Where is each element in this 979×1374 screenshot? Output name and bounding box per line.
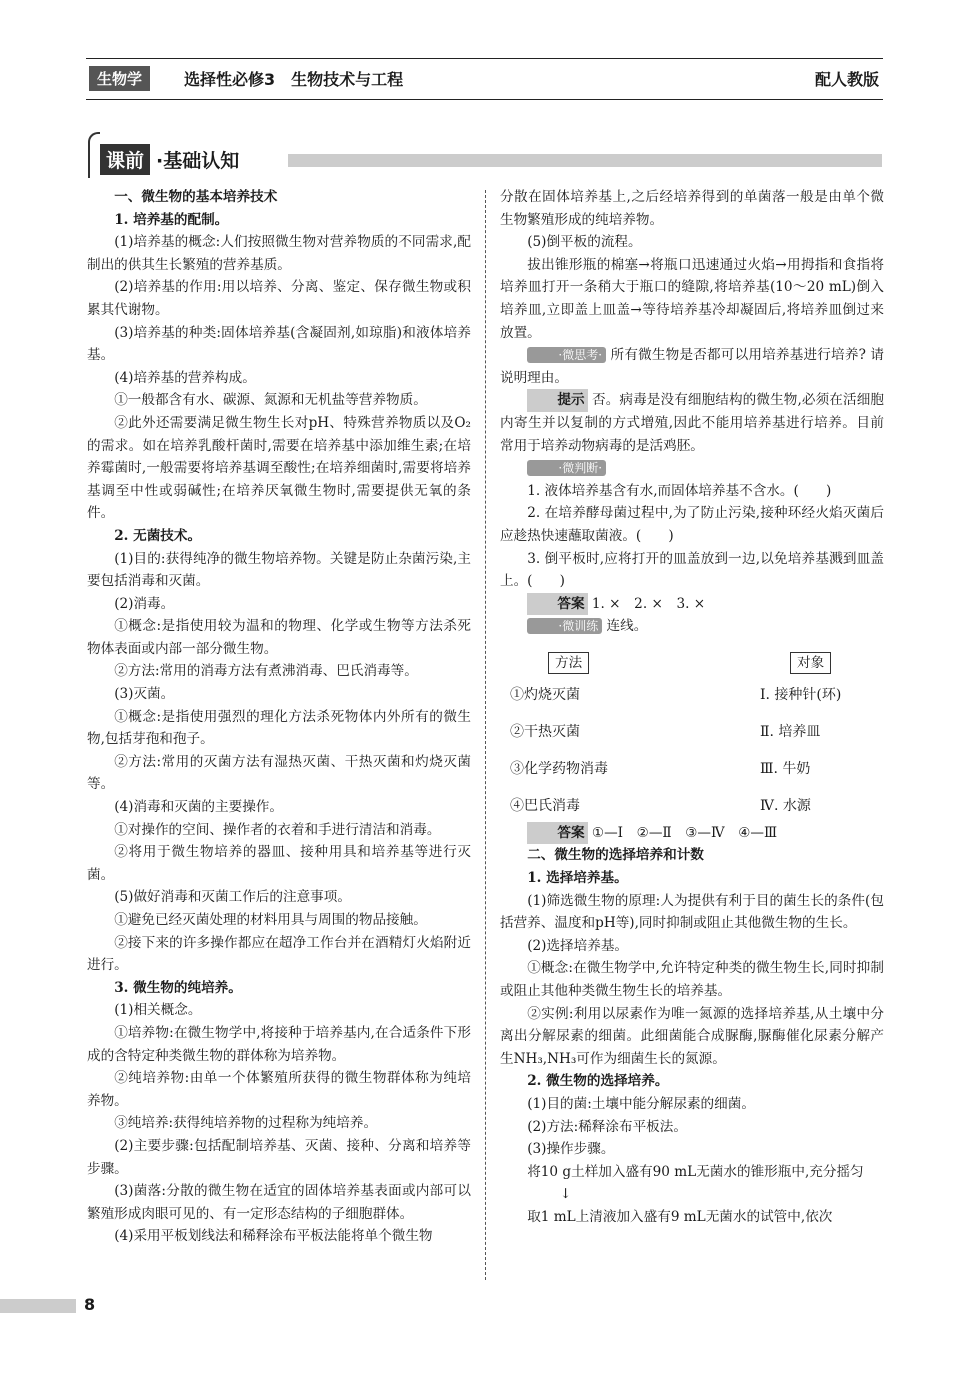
method-item: ②干热灭菌 — [510, 723, 580, 740]
method-item: ④巴氏消毒 — [510, 797, 580, 814]
section-heading — [88, 132, 883, 180]
object-item: Ⅲ. 牛奶 — [760, 760, 811, 777]
train-answer: 答案 ①—Ⅰ ②—Ⅱ ③—Ⅳ ④—Ⅲ — [500, 822, 884, 845]
page-number: 8 — [84, 1295, 96, 1314]
paragraph: (3)操作步骤。 — [527, 1141, 615, 1158]
paragraph: (1)目的菌:土壤中能分解尿素的细菌。 — [527, 1096, 755, 1112]
section-bar — [288, 154, 882, 167]
method-header: 方法 — [548, 652, 589, 674]
paragraph: ①概念:是指使用较为温和的物理、化学或生物等方法杀死物体表面或内部一部分微生物。 — [87, 618, 471, 657]
edition-label: 配人教版 — [814, 70, 879, 89]
paragraph: ③纯培养:获得纯培养物的过程称为纯培养。 — [114, 1115, 378, 1132]
judge-chip: ·微判断· — [527, 460, 606, 476]
book-title: 选择性必修3 生物技术与工程 — [184, 70, 404, 89]
object-item: Ⅳ. 水源 — [760, 797, 811, 814]
paragraph: (2)方法:稀释涂布平板法。 — [527, 1118, 687, 1135]
matching-table — [500, 638, 884, 822]
answer-label: 答案 — [527, 822, 587, 845]
object-item: Ⅰ. 接种针(环) — [760, 686, 842, 703]
footer-bar — [0, 1299, 76, 1313]
paragraph: (1)相关概念。 — [114, 1002, 202, 1019]
judge-item: 2. 在培养酵母菌过程中,为了防止污染,接种环经火焰灭菌后应趁热快速蘸取菌液。( ) — [500, 505, 884, 544]
section-title: ·基础认知 — [156, 150, 240, 172]
paragraph: (4)采用平板划线法和稀释涂布平板法能将单个微生物 — [114, 1228, 433, 1245]
paragraph: (4)培养基的营养构成。 — [114, 369, 256, 386]
paragraph: 分散在固体培养基上,之后经培养得到的单菌落一般是由单个微生物繁殖形成的纯培养物。 — [500, 189, 884, 228]
hint-label: 提示 — [527, 389, 587, 412]
object-item: Ⅱ. 培养皿 — [760, 723, 821, 740]
train-heading: ·微训练 连线。 — [500, 615, 884, 638]
judge-answer: 答案 1. × 2. × 3. × — [500, 593, 884, 616]
paragraph: 拔出锥形瓶的棉塞→将瓶口迅速通过火焰→用拇指和食指将培养皿打开一条稍大于瓶口的缝隙,将培养基(10～20 mL)倒入培养皿,立即盖上皿盖→等待培养基冷却凝固后,将培养皿倒过来放置。 — [500, 256, 884, 341]
paragraph: ↓ — [560, 1186, 572, 1203]
column-divider — [485, 190, 486, 1280]
paragraph: 将10 g土样加入盛有90 mL无菌水的锥形瓶中,充分摇匀 — [527, 1163, 864, 1180]
paragraph: (1)目的:获得纯净的微生物培养物。关键是防止杂菌污染,主要包括消毒和灭菌。 — [87, 550, 471, 590]
answer-label: 答案 — [527, 593, 587, 616]
object-header: 对象 — [790, 652, 831, 674]
paragraph: ②此外还需要满足微生物生长对pH、特殊营养物质以及O₂的需求。如在培养乳酸杆菌时,需要在培养基中添加维生素;在培养霉菌时,一般需要将培养基调至酸性;在培养细菌时,需要将培养基调至中性或弱碱性;在培养厌氧微生物时,需要提供无氧的条件。 — [87, 414, 471, 522]
paragraph: ②方法:常用的灭菌方法有湿热灭菌、干热灭菌和灼烧灭菌等。 — [87, 753, 471, 793]
think-chip: ·微思考· — [527, 347, 606, 363]
paragraph: 3. 微生物的纯培养。 — [114, 979, 242, 996]
paragraph: ②实例:利用以尿素作为唯一氮源的选择培养基,从土壤中分离出分解尿素的细菌。此细菌能合成脲酶,脲酶催化尿素分解产生NH₃,NH₃可作为细菌生长的氮源。 — [500, 1005, 884, 1067]
method-item: ③化学药物消毒 — [510, 760, 608, 777]
method-item: ①灼烧灭菌 — [510, 686, 580, 703]
paragraph: ②纯培养物:由单一个体繁殖所获得的微生物群体称为纯培养物。 — [87, 1070, 471, 1109]
paragraph: ①培养物:在微生物学中,将接种于培养基内,在合适条件下形成的含特定种类微生物的群体称为培养物。 — [87, 1024, 471, 1064]
paragraph: ①对操作的空间、操作者的衣着和手进行清洁和消毒。 — [114, 821, 441, 838]
paragraph: (3)菌落:分散的微生物在适宜的固体培养基表面或内部可以繁殖形成肉眼可见的、有一定形态结构的子细胞群体。 — [87, 1183, 471, 1222]
paragraph: (2)选择培养基。 — [527, 937, 629, 954]
left-column — [87, 186, 471, 1248]
paragraph: (3)培养基的种类:固体培养基(含凝固剂,如琼脂)和液体培养基。 — [87, 324, 471, 364]
train-chip: ·微训练 — [527, 618, 602, 634]
paragraph: ②接下来的许多操作都应在超净工作台并在酒精灯火焰附近进行。 — [87, 934, 471, 974]
paragraph: (1)培养基的概念:人们按照微生物对营养物质的不同需求,配制出的供其生长繁殖的营养基质。 — [87, 234, 471, 273]
paragraph: ①概念:是指使用强烈的理化方法杀死物体内外所有的微生物,包括芽孢和孢子。 — [87, 708, 471, 748]
paragraph: (5)倒平板的流程。 — [527, 234, 642, 251]
paragraph: ①概念:在微生物学中,允许特定种类的微生物生长,同时抑制或阻止其他种类微生物生长的培养基。 — [500, 960, 884, 1000]
paragraph: 取1 mL上清液加入盛有9 mL无菌水的试管中,依次 — [527, 1208, 833, 1225]
section-tag: 课前 — [100, 144, 150, 175]
paragraph: ①一般都含有水、碳源、氮源和无机盐等营养物质。 — [114, 392, 427, 409]
heading: 二、微生物的选择培养和计数 — [527, 847, 704, 864]
paragraph: (5)做好消毒和灭菌工作后的注意事项。 — [114, 889, 351, 906]
judge-item: 3. 倒平板时,应将打开的皿盖放到一边,以免培养基溅到皿盖上。( ) — [500, 550, 884, 590]
right-column — [500, 186, 884, 1229]
think-hint: 提示 否。病毒是没有细胞结构的微生物,必须在活细胞内寄生并以复制的方式增殖,因此不能用培养基进行培养。目前常用于培养动物病毒的是活鸡胚。 — [500, 389, 884, 457]
bracket-decoration — [88, 132, 100, 178]
paragraph: ②将用于微生物培养的器皿、接种用具和培养基等进行灭菌。 — [87, 844, 471, 883]
paragraph: 1. 选择培养基。 — [527, 870, 628, 887]
paragraph: 2. 微生物的选择培养。 — [527, 1073, 669, 1090]
paragraph: (3)灭菌。 — [114, 686, 175, 703]
paragraph: 1. 培养基的配制。 — [114, 211, 229, 228]
paragraph: (4)消毒和灭菌的主要操作。 — [114, 799, 283, 816]
think-question: ·微思考· 所有微生物是否都可以用培养基进行培养? 请说明理由。 — [500, 347, 884, 386]
paragraph: ②方法:常用的消毒方法有煮沸消毒、巴氏消毒等。 — [114, 663, 418, 680]
judge-heading — [500, 457, 884, 480]
judge-item: 1. 液体培养基含有水,而固体培养基不含水。( ) — [527, 482, 832, 499]
paragraph: (1)筛选微生物的原理:人为提供有利于目的菌生长的条件(包括营养、温度和pH等),同时抑制或阻止其他微生物的生长。 — [500, 892, 884, 932]
heading: 一、微生物的基本培养技术 — [114, 189, 278, 205]
paragraph: 2. 无菌技术。 — [114, 527, 202, 544]
paragraph: (2)消毒。 — [114, 595, 175, 612]
paragraph: ①避免已经灭菌处理的材料用具与周围的物品接触。 — [114, 912, 427, 928]
subject-label: 生物学 — [89, 66, 150, 91]
page-header — [86, 58, 883, 100]
paragraph: (2)主要步骤:包括配制培养基、灭菌、接种、分离和培养等步骤。 — [87, 1137, 471, 1177]
paragraph: (2)培养基的作用:用以培养、分离、鉴定、保存微生物或积累其代谢物。 — [87, 279, 471, 318]
